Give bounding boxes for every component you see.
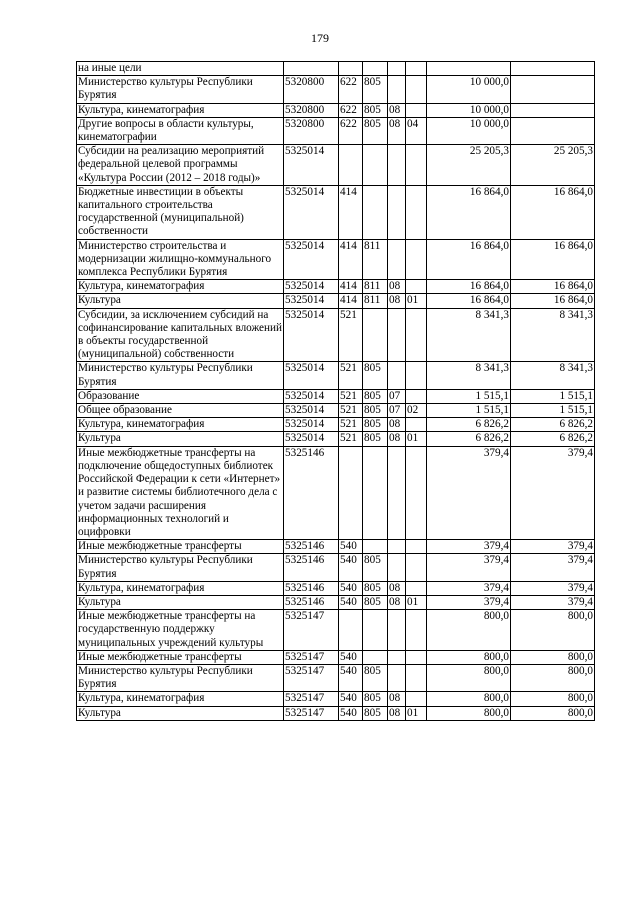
- amount-cell: 8 341,3: [427, 308, 511, 362]
- target-article-code-cell: 5325014: [284, 389, 339, 403]
- amount-cell: 800,0: [427, 610, 511, 651]
- federal-amount-cell: [511, 103, 595, 117]
- table-row: [77, 581, 595, 595]
- target-article-code-cell: [284, 62, 339, 76]
- administrator-code-cell: [363, 308, 388, 362]
- table-row: [77, 145, 595, 186]
- row-name-cell: Культура, кинематография: [77, 418, 284, 432]
- table-row: [77, 117, 595, 144]
- federal-amount-cell: 800,0: [511, 610, 595, 651]
- section-code-cell: [388, 446, 406, 539]
- expense-type-code-cell: 414: [339, 239, 363, 280]
- subsection-code-cell: [406, 145, 427, 186]
- subsection-code-cell: 01: [406, 595, 427, 609]
- target-article-code-cell: 5320800: [284, 103, 339, 117]
- table-row: [77, 362, 595, 389]
- section-code-cell: 08: [388, 418, 406, 432]
- administrator-code-cell: [363, 62, 388, 76]
- federal-amount-cell: 379,4: [511, 446, 595, 539]
- amount-cell: [427, 62, 511, 76]
- subsection-code-cell: 01: [406, 294, 427, 308]
- target-article-code-cell: 5325146: [284, 595, 339, 609]
- administrator-code-cell: [363, 185, 388, 239]
- federal-amount-cell: 25 205,3: [511, 145, 595, 186]
- row-name-cell: Общее образование: [77, 404, 284, 418]
- target-article-code-cell: 5325014: [284, 239, 339, 280]
- row-name-cell: Министерство культуры Республики Бурятия: [77, 362, 284, 389]
- table-row: [77, 446, 595, 539]
- administrator-code-cell: [363, 650, 388, 664]
- row-name-cell: Министерство культуры Республики Бурятия: [77, 554, 284, 581]
- expense-type-code-cell: 622: [339, 117, 363, 144]
- section-code-cell: [388, 554, 406, 581]
- subsection-code-cell: 01: [406, 706, 427, 720]
- target-article-code-cell: 5325014: [284, 145, 339, 186]
- target-article-code-cell: 5325014: [284, 432, 339, 446]
- administrator-code-cell: 805: [363, 664, 388, 691]
- amount-cell: 800,0: [427, 650, 511, 664]
- subsection-code-cell: [406, 103, 427, 117]
- table-row: [77, 389, 595, 403]
- expense-type-code-cell: 414: [339, 280, 363, 294]
- subsection-code-cell: [406, 185, 427, 239]
- table-row: [77, 239, 595, 280]
- target-article-code-cell: 5325147: [284, 692, 339, 706]
- subsection-code-cell: 01: [406, 432, 427, 446]
- subsection-code-cell: [406, 239, 427, 280]
- amount-cell: 379,4: [427, 554, 511, 581]
- row-name-cell: Министерство строительства и модернизации жилищно-коммунального комплекса Республики Бурятия: [77, 239, 284, 280]
- table-row: [77, 418, 595, 432]
- target-article-code-cell: 5325146: [284, 581, 339, 595]
- federal-amount-cell: 1 515,1: [511, 389, 595, 403]
- federal-amount-cell: 8 341,3: [511, 308, 595, 362]
- section-code-cell: [388, 76, 406, 103]
- subsection-code-cell: [406, 554, 427, 581]
- budget-table-body: [77, 62, 595, 721]
- section-code-cell: 07: [388, 404, 406, 418]
- expense-type-code-cell: 521: [339, 432, 363, 446]
- amount-cell: 800,0: [427, 664, 511, 691]
- target-article-code-cell: 5325147: [284, 664, 339, 691]
- expense-type-code-cell: [339, 446, 363, 539]
- section-code-cell: 08: [388, 595, 406, 609]
- expense-type-code-cell: 521: [339, 389, 363, 403]
- section-code-cell: 08: [388, 432, 406, 446]
- amount-cell: 379,4: [427, 595, 511, 609]
- table-row: [77, 664, 595, 691]
- row-name-cell: Культура, кинематография: [77, 103, 284, 117]
- administrator-code-cell: 805: [363, 362, 388, 389]
- amount-cell: 16 864,0: [427, 185, 511, 239]
- row-name-cell: Другие вопросы в области культуры, кинематографии: [77, 117, 284, 144]
- row-name-cell: Культура: [77, 595, 284, 609]
- section-code-cell: 08: [388, 706, 406, 720]
- subsection-code-cell: [406, 446, 427, 539]
- expense-type-code-cell: 414: [339, 294, 363, 308]
- subsection-code-cell: [406, 610, 427, 651]
- table-row: [77, 294, 595, 308]
- section-code-cell: [388, 185, 406, 239]
- row-name-cell: на иные цели: [77, 62, 284, 76]
- table-row: [77, 540, 595, 554]
- federal-amount-cell: 6 826,2: [511, 432, 595, 446]
- table-row: [77, 185, 595, 239]
- administrator-code-cell: 805: [363, 103, 388, 117]
- expense-type-code-cell: [339, 610, 363, 651]
- amount-cell: 6 826,2: [427, 432, 511, 446]
- amount-cell: 1 515,1: [427, 389, 511, 403]
- target-article-code-cell: 5325014: [284, 294, 339, 308]
- target-article-code-cell: 5325146: [284, 446, 339, 539]
- amount-cell: 10 000,0: [427, 103, 511, 117]
- target-article-code-cell: 5325146: [284, 554, 339, 581]
- expense-type-code-cell: 540: [339, 650, 363, 664]
- row-name-cell: Бюджетные инвестиции в объекты капитального строительства государственной (муниципальной) собственности: [77, 185, 284, 239]
- federal-amount-cell: 1 515,1: [511, 404, 595, 418]
- amount-cell: 800,0: [427, 692, 511, 706]
- section-code-cell: [388, 239, 406, 280]
- section-code-cell: [388, 362, 406, 389]
- subsection-code-cell: 04: [406, 117, 427, 144]
- administrator-code-cell: 805: [363, 76, 388, 103]
- expense-type-code-cell: 622: [339, 76, 363, 103]
- amount-cell: 379,4: [427, 446, 511, 539]
- table-row: [77, 554, 595, 581]
- section-code-cell: 07: [388, 389, 406, 403]
- target-article-code-cell: 5325014: [284, 280, 339, 294]
- section-code-cell: [388, 145, 406, 186]
- section-code-cell: 08: [388, 117, 406, 144]
- table-row: [77, 62, 595, 76]
- row-name-cell: Министерство культуры Республики Бурятия: [77, 76, 284, 103]
- target-article-code-cell: 5320800: [284, 117, 339, 144]
- expense-type-code-cell: 521: [339, 404, 363, 418]
- administrator-code-cell: 805: [363, 595, 388, 609]
- administrator-code-cell: [363, 540, 388, 554]
- amount-cell: 800,0: [427, 706, 511, 720]
- target-article-code-cell: 5325014: [284, 362, 339, 389]
- administrator-code-cell: 805: [363, 692, 388, 706]
- administrator-code-cell: [363, 145, 388, 186]
- row-name-cell: Субсидии на реализацию мероприятий федеральной целевой программы «Культура России (2012 – 2018 годы)»: [77, 145, 284, 186]
- subsection-code-cell: [406, 76, 427, 103]
- table-row: [77, 595, 595, 609]
- section-code-cell: [388, 664, 406, 691]
- administrator-code-cell: 805: [363, 432, 388, 446]
- expense-type-code-cell: 540: [339, 664, 363, 691]
- administrator-code-cell: 805: [363, 706, 388, 720]
- expense-type-code-cell: 540: [339, 692, 363, 706]
- section-code-cell: 08: [388, 581, 406, 595]
- row-name-cell: Субсидии, за исключением субсидий на софинансирование капитальных вложений в объекты государственной (муниципальной) собственности: [78, 308, 282, 361]
- row-name-cell: Культура: [77, 294, 284, 308]
- expense-type-code-cell: 414: [339, 185, 363, 239]
- federal-amount-cell: 16 864,0: [511, 294, 595, 308]
- amount-cell: 25 205,3: [427, 145, 511, 186]
- amount-cell: 379,4: [427, 581, 511, 595]
- federal-amount-cell: 16 864,0: [511, 239, 595, 280]
- expense-type-code-cell: [339, 62, 363, 76]
- target-article-code-cell: 5320800: [284, 76, 339, 103]
- target-article-code-cell: 5325147: [284, 610, 339, 651]
- federal-amount-cell: 379,4: [511, 554, 595, 581]
- row-name-cell: Культура: [77, 432, 284, 446]
- table-row: [77, 76, 595, 103]
- subsection-code-cell: [406, 540, 427, 554]
- amount-cell: 10 000,0: [427, 117, 511, 144]
- subsection-code-cell: [406, 308, 427, 362]
- table-row: [77, 308, 595, 362]
- table-row: [77, 706, 595, 720]
- row-name-cell: Иные межбюджетные трансферты на государственную поддержку муниципальных учреждений культуры: [77, 610, 284, 651]
- section-code-cell: 08: [388, 294, 406, 308]
- amount-cell: 16 864,0: [427, 294, 511, 308]
- federal-amount-cell: [511, 62, 595, 76]
- target-article-code-cell: 5325014: [284, 308, 339, 362]
- target-article-code-cell: 5325146: [284, 540, 339, 554]
- federal-amount-cell: 800,0: [511, 664, 595, 691]
- administrator-code-cell: 805: [363, 117, 388, 144]
- federal-amount-cell: 16 864,0: [511, 185, 595, 239]
- table-row: [77, 692, 595, 706]
- amount-cell: 16 864,0: [427, 280, 511, 294]
- expense-type-code-cell: 521: [339, 362, 363, 389]
- target-article-code-cell: 5325014: [284, 185, 339, 239]
- row-name-cell: Культура: [77, 706, 284, 720]
- section-code-cell: [388, 62, 406, 76]
- amount-cell: 379,4: [427, 540, 511, 554]
- subsection-code-cell: [406, 692, 427, 706]
- row-name-cell: Министерство культуры Республики Бурятия: [77, 664, 284, 691]
- federal-amount-cell: [511, 76, 595, 103]
- row-name-cell: Образование: [77, 389, 284, 403]
- target-article-code-cell: 5325147: [284, 706, 339, 720]
- administrator-code-cell: 805: [363, 581, 388, 595]
- expense-type-code-cell: 521: [339, 308, 363, 362]
- administrator-code-cell: [363, 610, 388, 651]
- subsection-code-cell: [406, 650, 427, 664]
- table-row: [77, 432, 595, 446]
- expense-type-code-cell: 521: [339, 418, 363, 432]
- federal-amount-cell: 379,4: [511, 540, 595, 554]
- target-article-code-cell: 5325147: [284, 650, 339, 664]
- row-name-cell: Культура, кинематография: [77, 581, 284, 595]
- section-code-cell: [388, 308, 406, 362]
- amount-cell: 6 826,2: [427, 418, 511, 432]
- expense-type-code-cell: 540: [339, 540, 363, 554]
- federal-amount-cell: 379,4: [511, 595, 595, 609]
- federal-amount-cell: 800,0: [511, 706, 595, 720]
- amount-cell: 16 864,0: [427, 239, 511, 280]
- subsection-code-cell: [406, 280, 427, 294]
- table-row: [77, 610, 595, 651]
- row-name-cell: Иные межбюджетные трансферты: [77, 650, 284, 664]
- administrator-code-cell: 811: [363, 239, 388, 280]
- section-code-cell: [388, 540, 406, 554]
- table-row: [77, 280, 595, 294]
- target-article-code-cell: 5325014: [284, 404, 339, 418]
- subsection-code-cell: 02: [406, 404, 427, 418]
- subsection-code-cell: [406, 62, 427, 76]
- subsection-code-cell: [406, 362, 427, 389]
- section-code-cell: [388, 610, 406, 651]
- budget-table: [76, 61, 595, 721]
- expense-type-code-cell: 540: [339, 581, 363, 595]
- row-name-cell: Культура, кинематография: [77, 280, 284, 294]
- row-name-cell: Культура, кинематография: [77, 692, 284, 706]
- federal-amount-cell: 800,0: [511, 692, 595, 706]
- administrator-code-cell: [363, 446, 388, 539]
- administrator-code-cell: 811: [363, 294, 388, 308]
- federal-amount-cell: 6 826,2: [511, 418, 595, 432]
- federal-amount-cell: [511, 117, 595, 144]
- amount-cell: 1 515,1: [427, 404, 511, 418]
- expense-type-code-cell: 540: [339, 595, 363, 609]
- federal-amount-cell: 8 341,3: [511, 362, 595, 389]
- target-article-code-cell: 5325014: [284, 418, 339, 432]
- expense-type-code-cell: [339, 145, 363, 186]
- section-code-cell: 08: [388, 692, 406, 706]
- subsection-code-cell: [406, 664, 427, 691]
- section-code-cell: 08: [388, 103, 406, 117]
- administrator-code-cell: 805: [363, 554, 388, 581]
- amount-cell: 8 341,3: [427, 362, 511, 389]
- federal-amount-cell: 379,4: [511, 581, 595, 595]
- federal-amount-cell: 16 864,0: [511, 280, 595, 294]
- subsection-code-cell: [406, 581, 427, 595]
- table-row: [77, 103, 595, 117]
- expense-type-code-cell: 540: [339, 706, 363, 720]
- section-code-cell: [388, 650, 406, 664]
- amount-cell: 10 000,0: [427, 76, 511, 103]
- table-row: [77, 404, 595, 418]
- row-name-cell: Иные межбюджетные трансферты на подключение общедоступных библиотек Российской Федерации к сети «Интернет» и развитие системы библиотечного дела с учетом задачи расширения информационных технологий и оцифровки: [77, 446, 284, 539]
- section-code-cell: 08: [388, 280, 406, 294]
- subsection-code-cell: [406, 389, 427, 403]
- table-row: [77, 650, 595, 664]
- administrator-code-cell: 805: [363, 418, 388, 432]
- administrator-code-cell: 805: [363, 404, 388, 418]
- expense-type-code-cell: 622: [339, 103, 363, 117]
- row-name-cell: Иные межбюджетные трансферты: [77, 540, 284, 554]
- page-number: 179: [311, 31, 329, 45]
- expense-type-code-cell: 540: [339, 554, 363, 581]
- subsection-code-cell: [406, 418, 427, 432]
- administrator-code-cell: 811: [363, 280, 388, 294]
- administrator-code-cell: 805: [363, 389, 388, 403]
- federal-amount-cell: 800,0: [511, 650, 595, 664]
